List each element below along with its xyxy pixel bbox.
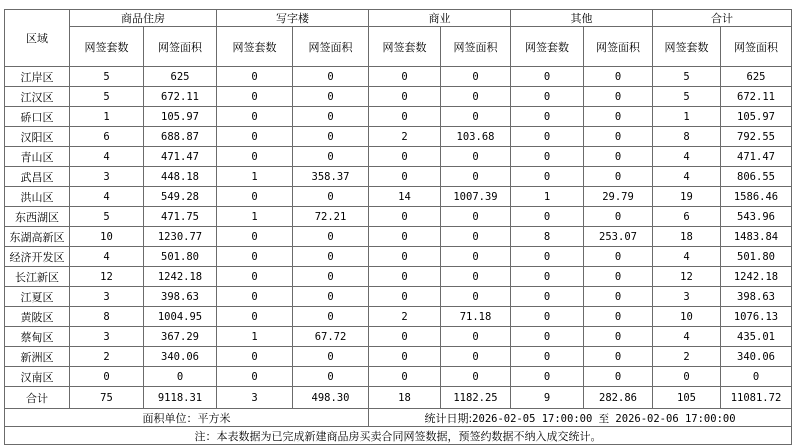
table-row	[5, 347, 792, 367]
cell-other-area: 0	[584, 307, 653, 327]
cell-commercial-area: 0	[441, 87, 511, 107]
cell-commercial-count: 2	[369, 307, 441, 327]
district-name: 长江新区	[5, 267, 70, 287]
cell-office-area: 0	[293, 267, 369, 287]
cell-commercial-area: 0	[441, 147, 511, 167]
cell-commercial-count: 0	[369, 147, 441, 167]
cell-residential-area: 9118.31	[144, 387, 217, 409]
stat-date	[369, 409, 792, 427]
count-header: 网签套数	[653, 27, 721, 67]
cell-commercial-count: 2	[369, 127, 441, 147]
cell-total-area: 1242.18	[721, 267, 792, 287]
cell-residential-count: 75	[70, 387, 144, 409]
cell-residential-area: 340.06	[144, 347, 217, 367]
cell-total-area: 340.06	[721, 347, 792, 367]
cell-residential-count: 4	[70, 187, 144, 207]
district-name: 江岸区	[5, 67, 70, 87]
district-name: 蔡甸区	[5, 327, 70, 347]
cell-total-area: 792.55	[721, 127, 792, 147]
district-name: 汉南区	[5, 367, 70, 387]
cell-residential-count: 2	[70, 347, 144, 367]
cell-commercial-area: 0	[441, 267, 511, 287]
cell-total-area: 672.11	[721, 87, 792, 107]
count-header: 网签套数	[70, 27, 144, 67]
cell-office-area: 0	[293, 107, 369, 127]
cell-other-count: 0	[511, 307, 584, 327]
cell-total-area: 11081.72	[721, 387, 792, 409]
cell-residential-count: 0	[70, 367, 144, 387]
footer-row-unit	[5, 409, 792, 427]
table-row	[5, 367, 792, 387]
cell-total-area: 1483.84	[721, 227, 792, 247]
cell-other-area: 282.86	[584, 387, 653, 409]
cell-residential-area: 501.80	[144, 247, 217, 267]
cell-other-area: 253.07	[584, 227, 653, 247]
cell-commercial-count: 0	[369, 227, 441, 247]
group-header-commercial: 商业	[369, 10, 511, 27]
group-header-total: 合计	[653, 10, 792, 27]
cell-other-area: 0	[584, 207, 653, 227]
cell-total-count: 2	[653, 347, 721, 367]
cell-commercial-count: 18	[369, 387, 441, 409]
cell-commercial-area: 103.68	[441, 127, 511, 147]
cell-office-area: 0	[293, 147, 369, 167]
cell-other-count: 0	[511, 127, 584, 147]
cell-residential-area: 672.11	[144, 87, 217, 107]
district-name: 江汉区	[5, 87, 70, 107]
cell-total-area: 471.47	[721, 147, 792, 167]
district-name: 经济开发区	[5, 247, 70, 267]
district-name: 青山区	[5, 147, 70, 167]
cell-office-count: 0	[217, 147, 293, 167]
header-row-groups	[5, 10, 792, 27]
cell-total-count: 8	[653, 127, 721, 147]
cell-commercial-count: 14	[369, 187, 441, 207]
table-row	[5, 87, 792, 107]
cell-total-count: 10	[653, 307, 721, 327]
table-body	[5, 67, 792, 409]
group-header-residential: 商品住房	[70, 10, 217, 27]
cell-other-count: 1	[511, 187, 584, 207]
cell-total-area: 1076.13	[721, 307, 792, 327]
cell-residential-area: 625	[144, 67, 217, 87]
cell-residential-count: 3	[70, 327, 144, 347]
table-row	[5, 307, 792, 327]
cell-other-area: 0	[584, 247, 653, 267]
header-row-metrics	[5, 27, 792, 67]
cell-commercial-area: 0	[441, 247, 511, 267]
cell-total-count: 0	[653, 367, 721, 387]
cell-other-count: 0	[511, 247, 584, 267]
table-row	[5, 247, 792, 267]
cell-residential-count: 10	[70, 227, 144, 247]
cell-other-area: 0	[584, 127, 653, 147]
cell-commercial-area: 71.18	[441, 307, 511, 327]
cell-office-area: 67.72	[293, 327, 369, 347]
area-unit-text: 面积单位：平方米	[5, 409, 369, 427]
cell-office-count: 0	[217, 227, 293, 247]
cell-total-area: 435.01	[721, 327, 792, 347]
table-row	[5, 167, 792, 187]
district-name: 洪山区	[5, 187, 70, 207]
cell-commercial-count: 0	[369, 167, 441, 187]
cell-total-area: 625	[721, 67, 792, 87]
cell-office-count: 1	[217, 167, 293, 187]
cell-commercial-area: 1007.39	[441, 187, 511, 207]
cell-total-area: 105.97	[721, 107, 792, 127]
cell-other-count: 0	[511, 167, 584, 187]
table-row	[5, 267, 792, 287]
cell-office-count: 0	[217, 187, 293, 207]
cell-total-count: 1	[653, 107, 721, 127]
cell-residential-area: 688.87	[144, 127, 217, 147]
cell-office-count: 0	[217, 87, 293, 107]
cell-total-count: 3	[653, 287, 721, 307]
cell-residential-count: 4	[70, 147, 144, 167]
cell-residential-area: 398.63	[144, 287, 217, 307]
cell-office-area: 0	[293, 247, 369, 267]
cell-office-area: 0	[293, 347, 369, 367]
cell-residential-area: 471.47	[144, 147, 217, 167]
cell-total-area: 398.63	[721, 287, 792, 307]
cell-other-area: 0	[584, 267, 653, 287]
cell-commercial-area: 0	[441, 287, 511, 307]
cell-commercial-count: 0	[369, 367, 441, 387]
area-header: 网签面积	[441, 27, 511, 67]
cell-office-count: 0	[217, 127, 293, 147]
cell-commercial-area: 0	[441, 227, 511, 247]
cell-other-count: 0	[511, 327, 584, 347]
cell-other-area: 0	[584, 167, 653, 187]
cell-commercial-count: 0	[369, 67, 441, 87]
region-header: 区域	[5, 10, 70, 67]
cell-commercial-count: 0	[369, 207, 441, 227]
cell-residential-count: 8	[70, 307, 144, 327]
cell-total-count: 12	[653, 267, 721, 287]
stat-date-label: 统计日期:	[424, 411, 473, 425]
cell-other-count: 0	[511, 267, 584, 287]
table-row	[5, 187, 792, 207]
cell-other-area: 0	[584, 147, 653, 167]
district-name: 东湖高新区	[5, 227, 70, 247]
cell-office-count: 3	[217, 387, 293, 409]
district-name: 黄陂区	[5, 307, 70, 327]
cell-office-count: 0	[217, 367, 293, 387]
cell-total-count: 4	[653, 167, 721, 187]
cell-other-area: 0	[584, 287, 653, 307]
cell-total-count: 6	[653, 207, 721, 227]
cell-other-count: 0	[511, 147, 584, 167]
cell-office-area: 498.30	[293, 387, 369, 409]
cell-commercial-count: 0	[369, 87, 441, 107]
cell-commercial-area: 0	[441, 67, 511, 87]
cell-office-count: 0	[217, 347, 293, 367]
cell-office-count: 1	[217, 207, 293, 227]
cell-residential-count: 3	[70, 167, 144, 187]
cell-commercial-area: 0	[441, 327, 511, 347]
cell-office-area: 0	[293, 187, 369, 207]
cell-office-count: 0	[217, 307, 293, 327]
table-row	[5, 67, 792, 87]
cell-residential-area: 367.29	[144, 327, 217, 347]
cell-commercial-count: 0	[369, 287, 441, 307]
cell-residential-count: 5	[70, 87, 144, 107]
cell-total-count: 5	[653, 87, 721, 107]
cell-commercial-count: 0	[369, 267, 441, 287]
cell-total-area: 501.80	[721, 247, 792, 267]
footer-row-note	[5, 427, 792, 445]
cell-office-count: 0	[217, 287, 293, 307]
cell-residential-area: 549.28	[144, 187, 217, 207]
district-name: 新洲区	[5, 347, 70, 367]
cell-total-count: 18	[653, 227, 721, 247]
cell-residential-count: 12	[70, 267, 144, 287]
cell-other-count: 9	[511, 387, 584, 409]
table-row	[5, 287, 792, 307]
cell-total-count: 105	[653, 387, 721, 409]
cell-residential-count: 5	[70, 207, 144, 227]
stat-date-range: 2026-02-05 17:00:00 至 2026-02-06 17:00:00	[472, 412, 736, 425]
area-header: 网签面积	[144, 27, 217, 67]
table-row	[5, 127, 792, 147]
table-row	[5, 327, 792, 347]
group-header-office: 写字楼	[217, 10, 369, 27]
district-name: 江夏区	[5, 287, 70, 307]
cell-office-count: 0	[217, 267, 293, 287]
cell-commercial-count: 0	[369, 347, 441, 367]
cell-other-count: 8	[511, 227, 584, 247]
cell-office-count: 1	[217, 327, 293, 347]
cell-residential-count: 4	[70, 247, 144, 267]
cell-total-count: 5	[653, 67, 721, 87]
cell-commercial-area: 0	[441, 107, 511, 127]
cell-total-count: 19	[653, 187, 721, 207]
cell-other-count: 0	[511, 287, 584, 307]
cell-total-count: 4	[653, 327, 721, 347]
district-name: 硚口区	[5, 107, 70, 127]
district-name: 武昌区	[5, 167, 70, 187]
cell-total-count: 4	[653, 147, 721, 167]
note-text: 注：本表数据为已完成新建商品房买卖合同网签数据，预签约数据不纳入成交统计。	[5, 427, 792, 445]
cell-office-area: 0	[293, 227, 369, 247]
cell-commercial-count: 0	[369, 247, 441, 267]
cell-residential-count: 1	[70, 107, 144, 127]
cell-other-area: 0	[584, 107, 653, 127]
cell-other-count: 0	[511, 107, 584, 127]
table-row	[5, 207, 792, 227]
cell-commercial-count: 0	[369, 327, 441, 347]
cell-other-area: 29.79	[584, 187, 653, 207]
cell-other-area: 0	[584, 67, 653, 87]
cell-office-count: 0	[217, 247, 293, 267]
cell-residential-area: 105.97	[144, 107, 217, 127]
cell-commercial-area: 0	[441, 367, 511, 387]
cell-office-area: 0	[293, 127, 369, 147]
cell-total-area: 1586.46	[721, 187, 792, 207]
cell-office-area: 0	[293, 367, 369, 387]
cell-commercial-area: 0	[441, 207, 511, 227]
cell-total-area: 0	[721, 367, 792, 387]
count-header: 网签套数	[369, 27, 441, 67]
cell-residential-area: 0	[144, 367, 217, 387]
cell-total-count: 4	[653, 247, 721, 267]
cell-commercial-area: 1182.25	[441, 387, 511, 409]
table-row	[5, 227, 792, 247]
district-name: 东西湖区	[5, 207, 70, 227]
cell-residential-count: 6	[70, 127, 144, 147]
cell-office-count: 0	[217, 107, 293, 127]
cell-other-count: 0	[511, 207, 584, 227]
cell-other-area: 0	[584, 87, 653, 107]
cell-other-count: 0	[511, 87, 584, 107]
table-row	[5, 107, 792, 127]
cell-office-area: 0	[293, 87, 369, 107]
area-header: 网签面积	[293, 27, 369, 67]
cell-office-count: 0	[217, 67, 293, 87]
transaction-table	[4, 9, 792, 445]
cell-office-area: 358.37	[293, 167, 369, 187]
cell-total-area: 806.55	[721, 167, 792, 187]
count-header: 网签套数	[217, 27, 293, 67]
cell-residential-area: 1242.18	[144, 267, 217, 287]
total-row	[5, 387, 792, 409]
cell-office-area: 72.21	[293, 207, 369, 227]
cell-other-area: 0	[584, 347, 653, 367]
cell-residential-count: 3	[70, 287, 144, 307]
cell-other-count: 0	[511, 67, 584, 87]
cell-commercial-count: 0	[369, 107, 441, 127]
cell-commercial-area: 0	[441, 347, 511, 367]
cell-office-area: 0	[293, 67, 369, 87]
district-name: 合计	[5, 387, 70, 409]
cell-residential-area: 1004.95	[144, 307, 217, 327]
table-row	[5, 147, 792, 167]
count-header: 网签套数	[511, 27, 584, 67]
cell-residential-area: 448.18	[144, 167, 217, 187]
cell-office-area: 0	[293, 307, 369, 327]
area-header: 网签面积	[584, 27, 653, 67]
district-name: 汉阳区	[5, 127, 70, 147]
cell-residential-area: 471.75	[144, 207, 217, 227]
cell-total-area: 543.96	[721, 207, 792, 227]
cell-residential-count: 5	[70, 67, 144, 87]
cell-residential-area: 1230.77	[144, 227, 217, 247]
area-header: 网签面积	[721, 27, 792, 67]
group-header-other: 其他	[511, 10, 653, 27]
cell-other-count: 0	[511, 347, 584, 367]
cell-other-count: 0	[511, 367, 584, 387]
cell-commercial-area: 0	[441, 167, 511, 187]
cell-office-area: 0	[293, 287, 369, 307]
cell-other-area: 0	[584, 327, 653, 347]
cell-other-area: 0	[584, 367, 653, 387]
